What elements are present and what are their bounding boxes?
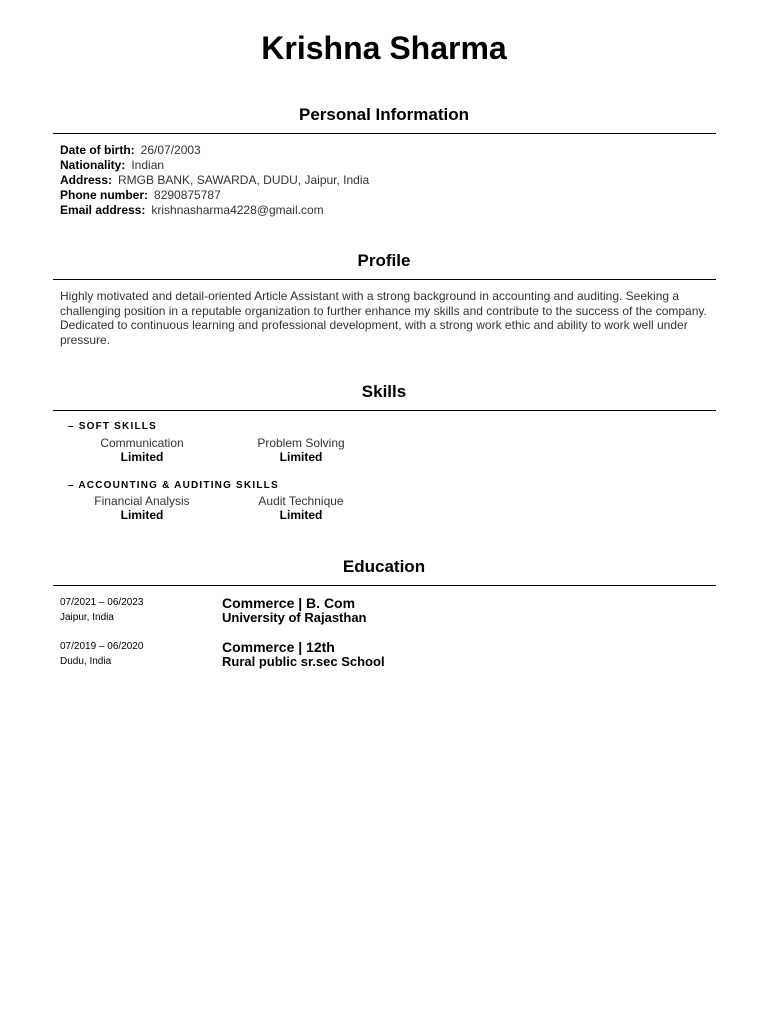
- info-value: Indian: [131, 158, 165, 172]
- info-row-date-of-birth: [60, 143, 369, 158]
- education-institution: Rural public sr.sec School: [222, 654, 385, 669]
- info-label: Phone number:: [60, 188, 149, 202]
- education-location: Dudu, India: [60, 656, 112, 667]
- info-label: Address:: [60, 173, 113, 187]
- info-label: Date of birth:: [60, 143, 135, 157]
- info-row-address: [60, 173, 369, 188]
- skill-group-title-accounting-auditing: – ACCOUNTING & AUDITING SKILLS: [68, 480, 279, 491]
- education-institution: University of Rajasthan: [222, 610, 367, 625]
- section-title-profile: Profile: [357, 251, 411, 270]
- info-value: RMGB BANK, SAWARDA, DUDU, Jaipur, India: [118, 173, 370, 187]
- info-label: Email address:: [60, 203, 146, 217]
- skill-level: Limited: [279, 508, 323, 522]
- skill-item-financial-analysis: [62, 494, 222, 522]
- personal-info-list: [60, 143, 369, 218]
- section-divider: [53, 279, 716, 280]
- info-row-phone-number: [60, 188, 369, 203]
- skill-name: Audit Technique: [258, 494, 344, 508]
- education-degree: Commerce | 12th: [222, 639, 335, 655]
- skill-level: Limited: [120, 508, 164, 522]
- section-title-skills: Skills: [361, 382, 407, 401]
- info-row-email-address: [60, 203, 369, 218]
- skill-name: Communication: [100, 436, 184, 450]
- info-value: 8290875787: [154, 188, 221, 202]
- profile-summary: Highly motivated and detail-oriented Article Assistant with a strong background in accounting and auditing. Seeking a challenging position in a reputable organization to further enhance my skills and contribute to the success of the company. Dedicated to continuous learning and professional development, with a strong work ethic and ability to work well under pressure.: [60, 289, 707, 348]
- info-value: 26/07/2003: [140, 143, 201, 157]
- education-dates: 07/2019 – 06/2020: [60, 641, 144, 652]
- info-value: krishnasharma4228@gmail.com: [151, 203, 324, 217]
- section-divider: [53, 410, 716, 411]
- skill-item-audit-technique: [221, 494, 381, 522]
- skill-name: Problem Solving: [257, 436, 345, 450]
- skill-name: Financial Analysis: [94, 494, 190, 508]
- skill-item-problem-solving: [221, 436, 381, 464]
- skill-level: Limited: [279, 450, 323, 464]
- section-title-education: Education: [342, 557, 426, 576]
- education-dates: 07/2021 – 06/2023: [60, 597, 144, 608]
- education-location: Jaipur, India: [60, 612, 114, 623]
- section-divider: [53, 585, 716, 586]
- education-degree: Commerce | B. Com: [222, 595, 356, 611]
- resume-name: Krishna Sharma: [261, 30, 507, 66]
- skill-level: Limited: [120, 450, 164, 464]
- section-title-personal-information: Personal Information: [298, 105, 470, 124]
- skill-group-title-soft-skills: – SOFT SKILLS: [68, 421, 157, 432]
- info-row-nationality: [60, 158, 369, 173]
- skill-item-communication: [62, 436, 222, 464]
- info-label: Nationality:: [60, 158, 126, 172]
- section-divider: [53, 133, 716, 134]
